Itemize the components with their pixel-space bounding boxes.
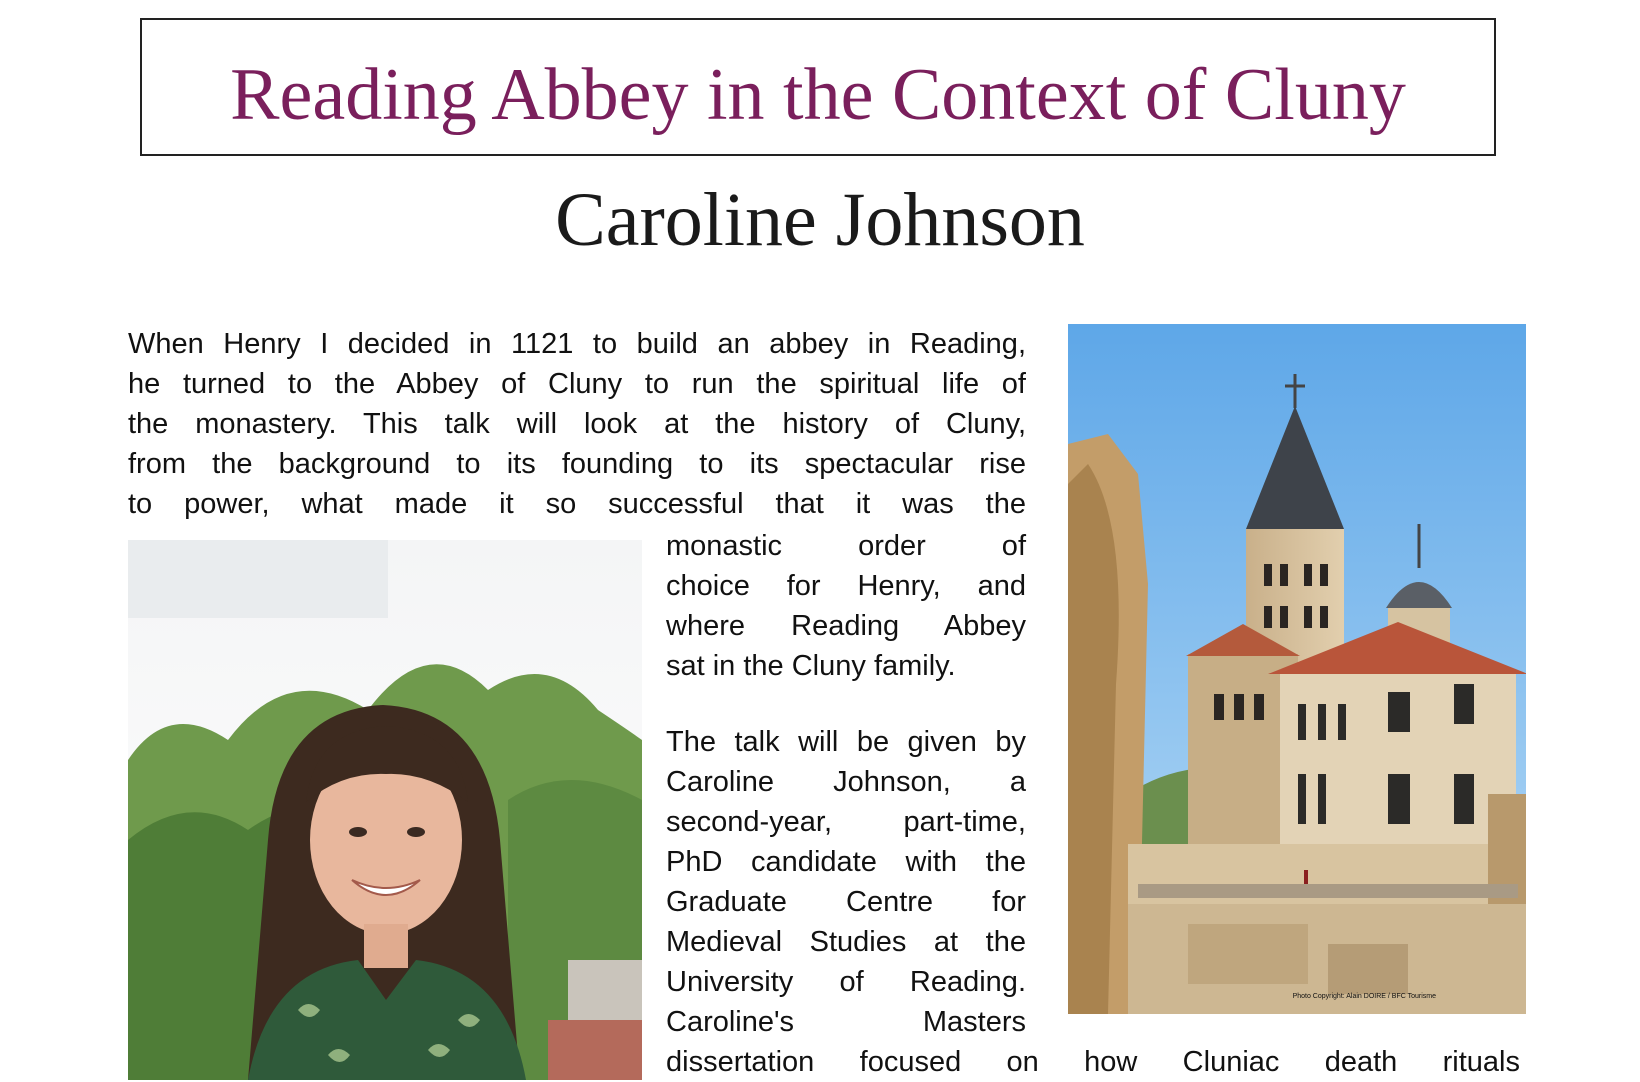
speaker-paragraph-continued [666,1042,1520,1082]
paragraph-line: dissertation focused on how Cluniac death rituals [666,1046,1520,1078]
speaker-paragraph [666,722,1026,1042]
paragraph-line: where Reading Abbey [666,610,1026,642]
paragraph-line: second-year, part-time, [666,806,1026,838]
event-title: Reading Abbey in the Context of Cluny [230,54,1406,136]
paragraph-line: to power, what made it so successful that it was the [128,488,1026,520]
intro-paragraph [128,324,1026,524]
paragraph-line: sat in the Cluny family. [666,650,956,682]
paragraph-line: The talk will be given by [666,726,1026,758]
paragraph-line: University of Reading. [666,966,1026,998]
paragraph-line: When Henry I decided in 1121 to build an abbey in Reading, [128,328,1026,360]
paragraph-line: the monastery. This talk will look at the history of Cluny, [128,408,1026,440]
paragraph-line: Caroline's Masters [666,1006,1026,1038]
paragraph-line: Medieval Studies at the [666,926,1026,958]
paragraph-line: he turned to the Abbey of Cluny to run the spiritual life of [128,368,1026,400]
speaker-name: Caroline Johnson [555,178,1085,262]
paragraph-line: monastic order of [666,530,1026,562]
paragraph-line: Caroline Johnson, a [666,766,1026,798]
cluny-abbey-photo [1068,324,1526,1014]
photo-credit: Photo Copyright: Alain DOIRE / BFC Tourisme [1292,993,1436,1000]
paragraph-line: from the background to its founding to its spectacular rise [128,448,1026,480]
paragraph-line: PhD candidate with the [666,846,1026,878]
paragraph-line: choice for Henry, and [666,570,1026,602]
speaker-portrait-photo [128,540,642,1080]
title-box [140,18,1496,156]
paragraph-line: Graduate Centre for [666,886,1026,918]
intro-paragraph-continued [666,526,1026,686]
